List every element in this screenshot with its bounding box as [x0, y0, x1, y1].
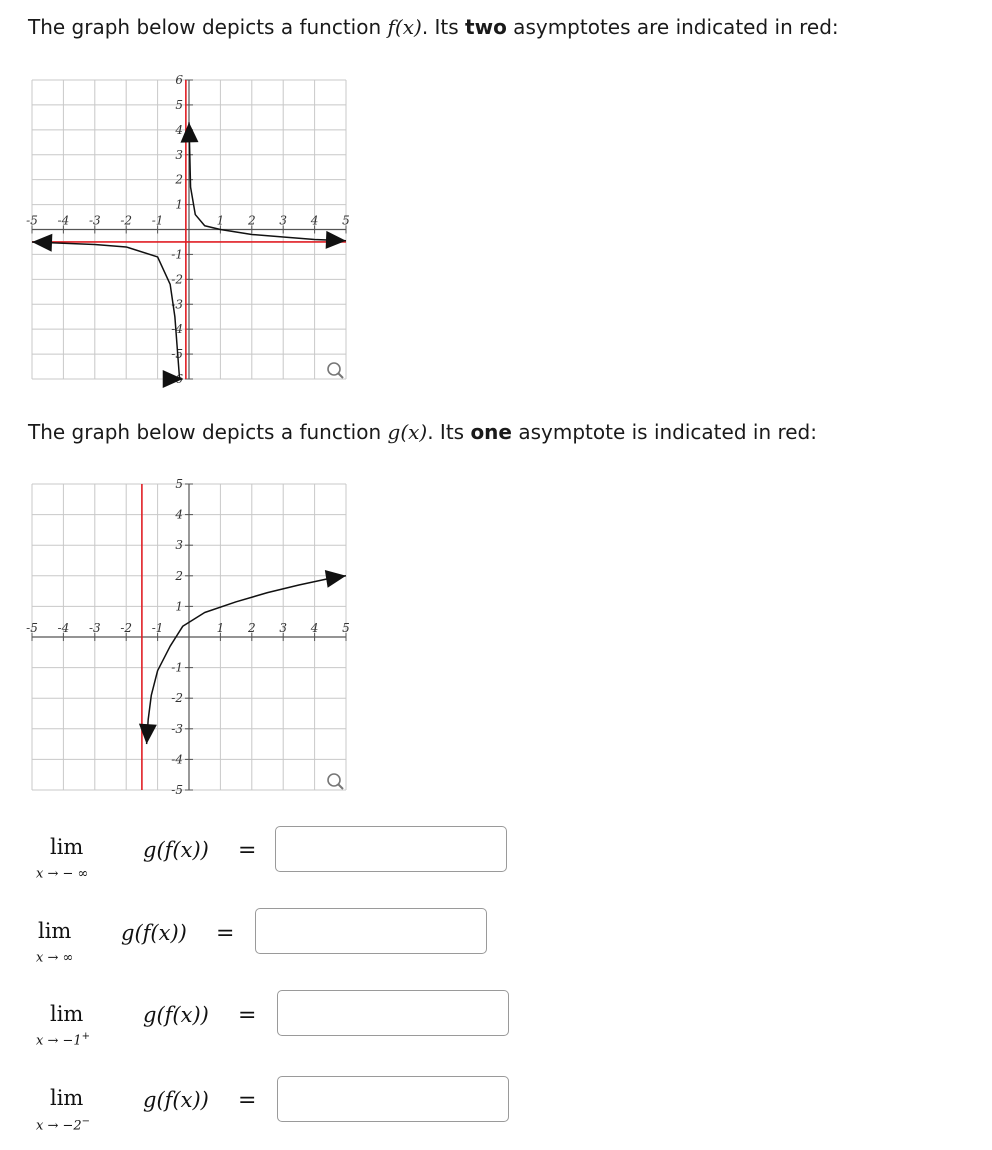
x-tick-label: -4	[57, 213, 70, 228]
prompt-f-middle: . Its	[421, 15, 466, 39]
lim-subscript-text: x → −1	[36, 1033, 82, 1049]
y-tick-label: 3	[175, 147, 183, 162]
y-tick-label: 3	[175, 538, 183, 553]
x-tick-label: -5	[26, 621, 38, 635]
y-tick-label: -2	[171, 272, 183, 287]
answer-input-1[interactable]	[275, 826, 507, 872]
x-tick-label: 3	[279, 213, 288, 228]
equals-sign: =	[238, 838, 257, 863]
x-tick-label: 4	[310, 213, 319, 228]
x-tick-label: -2	[120, 621, 133, 635]
prompt-f-after: asymptotes are indicated in red:	[506, 15, 839, 39]
lim-word: lim	[38, 919, 72, 943]
x-tick-label: -1	[151, 213, 164, 228]
y-tick-label: 2	[175, 568, 183, 583]
equals-sign: =	[216, 921, 235, 946]
y-tick-label: -2	[171, 691, 183, 706]
prompt-f-before: The graph below depicts a function	[28, 15, 388, 39]
lim-subscript-sup: −	[81, 1116, 91, 1127]
equals-sign: =	[238, 1003, 257, 1028]
y-tick-label: 2	[175, 172, 183, 187]
lim-word: lim	[50, 1086, 84, 1110]
limit-question-1	[0, 826, 600, 886]
x-tick-label: 4	[310, 621, 319, 635]
x-tick-label: -5	[26, 213, 38, 228]
prompt-f-bold: two	[465, 15, 507, 39]
y-tick-label: -1	[171, 247, 183, 262]
graph-f	[28, 72, 350, 387]
prompt-f	[28, 13, 839, 41]
y-tick-label: -4	[171, 322, 183, 337]
lim-subscript	[36, 864, 88, 881]
x-tick-label: -3	[88, 621, 101, 635]
zoom-icon[interactable]	[328, 774, 343, 789]
curve-arrowhead	[326, 231, 346, 249]
x-tick-label: 1	[216, 213, 225, 228]
curve-arrowhead	[180, 122, 198, 142]
y-tick-label: 4	[175, 122, 183, 137]
x-tick-label: 5	[342, 213, 350, 228]
y-tick-label: 4	[175, 507, 183, 522]
y-tick-label: 5	[175, 477, 183, 491]
lim-subscript-text: x → − ∞	[36, 866, 89, 882]
x-tick-label: -3	[88, 213, 101, 228]
answer-input-4[interactable]	[277, 1076, 509, 1122]
y-tick-label: -5	[171, 783, 183, 797]
lim-word: lim	[50, 835, 84, 859]
x-tick-label: -4	[57, 621, 70, 635]
lim-subscript-text: x → −2	[36, 1118, 82, 1134]
function-curve	[32, 242, 183, 379]
x-tick-label: 1	[216, 621, 225, 635]
y-tick-label: -3	[171, 297, 183, 312]
lim-subscript	[36, 1116, 90, 1133]
prompt-g-middle: . Its	[427, 420, 471, 444]
prompt-g	[28, 418, 817, 446]
prompt-f-func: f(x)	[387, 15, 422, 39]
answer-input-2[interactable]	[255, 908, 487, 954]
lim-expression: g(f(x))	[143, 838, 209, 862]
x-tick-label: 2	[247, 621, 256, 635]
lim-word: lim	[50, 1002, 84, 1026]
prompt-g-before: The graph below depicts a function	[28, 420, 388, 444]
answer-input-3[interactable]	[277, 990, 509, 1036]
y-tick-label: 1	[175, 599, 183, 614]
lim-subscript-text: x → ∞	[36, 950, 74, 966]
lim-expression: g(f(x))	[143, 1003, 209, 1027]
y-tick-label: -5	[171, 347, 183, 362]
x-tick-label: 2	[247, 213, 256, 228]
y-tick-label: 6	[175, 73, 183, 87]
x-tick-label: 3	[279, 621, 288, 635]
zoom-icon[interactable]	[328, 363, 343, 378]
limit-question-4	[0, 1076, 600, 1136]
lim-expression: g(f(x))	[143, 1088, 209, 1112]
lim-subscript-sup: +	[81, 1031, 91, 1042]
function-curve	[189, 122, 346, 240]
y-tick-label: -3	[171, 721, 183, 736]
y-tick-label: -4	[171, 752, 183, 767]
limit-question-3	[0, 990, 600, 1050]
equals-sign: =	[238, 1088, 257, 1113]
limit-question-2	[0, 908, 600, 968]
curve-arrowhead	[32, 234, 52, 252]
lim-expression: g(f(x))	[121, 921, 187, 945]
graph-g	[28, 476, 350, 798]
prompt-g-bold: one	[470, 420, 512, 444]
x-tick-label: -2	[120, 213, 133, 228]
y-tick-label: 1	[175, 197, 183, 212]
curve-arrowhead	[325, 570, 346, 588]
x-tick-label: 5	[342, 621, 350, 635]
prompt-g-func: g(x)	[387, 420, 428, 444]
y-tick-label: -1	[171, 660, 183, 675]
y-tick-label: 5	[175, 97, 183, 112]
lim-subscript	[36, 1031, 90, 1048]
prompt-g-after: asymptote is indicated in red:	[511, 420, 817, 444]
x-tick-label: -1	[151, 621, 164, 635]
lim-subscript	[36, 948, 73, 965]
